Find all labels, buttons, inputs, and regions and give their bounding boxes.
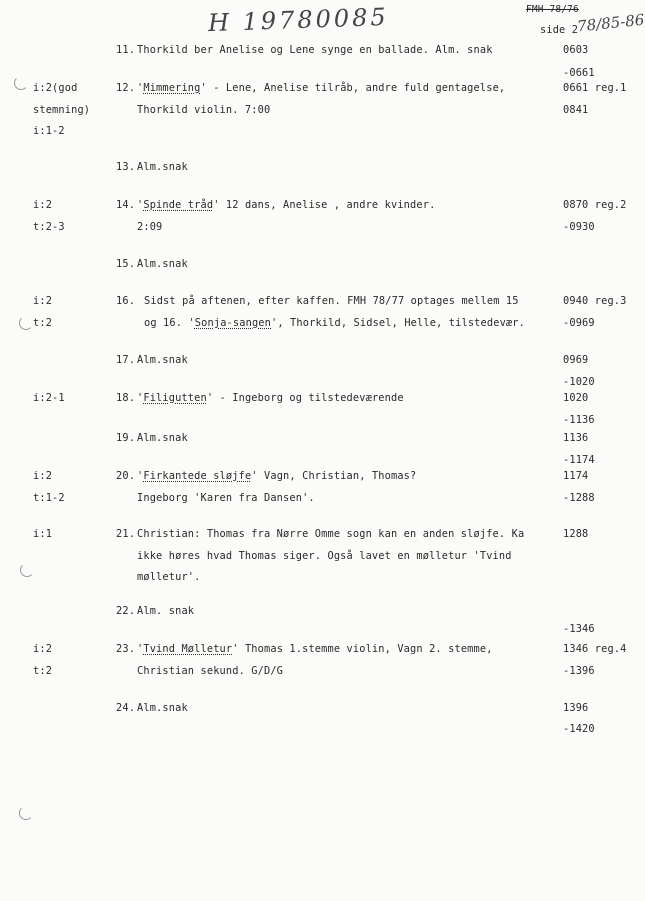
entry-number: 22. <box>116 605 136 617</box>
entry-number: 14. <box>116 199 136 211</box>
entry-text-line <box>137 702 188 714</box>
tape-counter: 0969 <box>563 354 589 366</box>
underlined-title: Spinde tråd <box>143 199 214 211</box>
entry-number: 11. <box>116 44 136 56</box>
text-segment: ' Vagn, Christian, Thomas? <box>251 470 417 482</box>
text-segment: Alm.snak <box>137 702 188 714</box>
tape-counter: -1136 <box>563 413 595 426</box>
entry-text-line <box>137 470 416 482</box>
entry-number: 23. <box>116 643 136 655</box>
entry-text-line <box>137 44 493 56</box>
text-segment: Ingeborg 'Karen fra Dansen'. <box>137 491 315 504</box>
text-segment: Alm.snak <box>137 354 188 366</box>
entry-text-line <box>137 665 283 677</box>
margin-note: i:2(god <box>33 82 78 94</box>
entry-text-line <box>137 492 315 504</box>
text-segment: ' <box>137 470 144 482</box>
margin-note: i:2-1 <box>33 392 65 404</box>
underlined-title: Filigutten <box>143 392 207 404</box>
entry-text-line <box>137 161 188 173</box>
tape-counter: -1174 <box>563 453 595 466</box>
underlined-title: Sonja-sangen <box>194 316 271 329</box>
text-segment: 2:09 <box>137 220 163 233</box>
entry-number: 24. <box>116 702 136 714</box>
entry-text-line <box>137 392 404 404</box>
text-segment: ' Thomas 1.stemme violin, Vagn 2. stemme, <box>232 643 493 655</box>
text-segment: Thorkild violin. 7:00 <box>137 103 271 116</box>
entry-text-line <box>137 221 162 233</box>
tape-counter: 1136 <box>563 432 589 444</box>
entry-number: 15. <box>116 258 136 270</box>
entry-text-line <box>137 605 194 617</box>
entry-text-line <box>137 258 188 270</box>
entry-text-line <box>144 317 525 329</box>
margin-note: i:2 <box>33 199 53 211</box>
entry-number: 21. <box>116 528 136 540</box>
tape-counter: -0930 <box>563 220 595 233</box>
text-segment: Alm.snak <box>137 161 188 173</box>
margin-note: i:1 <box>33 528 53 540</box>
margin-note: i:2 <box>33 643 53 655</box>
tape-counter: 0661 reg.1 <box>563 82 627 94</box>
text-segment: ' <box>137 199 144 211</box>
entry-number: 13. <box>116 161 136 173</box>
tape-counter: -1020 <box>563 375 595 388</box>
text-segment: Thorkild ber Anelise og Lene synge en ballade. Alm. snak <box>137 44 493 56</box>
entry-text-line <box>137 432 188 444</box>
tape-counter: 1174 <box>563 470 589 482</box>
entry-text-line <box>137 643 493 655</box>
entry-text-line <box>137 199 435 211</box>
tape-counter: 0940 reg.3 <box>563 295 627 307</box>
entry-number: 16. <box>116 295 136 307</box>
text-segment: Sidst på aftenen, efter kaffen. FMH 78/77 optages mellem 15 <box>144 295 519 307</box>
tape-counter: 1396 <box>563 702 589 714</box>
archive-number: H 19780085 <box>207 2 390 38</box>
tape-counter: 1346 reg.4 <box>563 643 627 655</box>
page-label: side 2 <box>540 24 579 36</box>
tape-counter: 0870 reg.2 <box>563 199 627 211</box>
entry-number: 19. <box>116 432 136 444</box>
tape-counter: 0603 <box>563 44 589 56</box>
text-segment: ' <box>137 643 144 655</box>
text-segment: ', Thorkild, Sidsel, Helle, tilstedevær. <box>271 316 525 329</box>
entry-text-line <box>137 82 505 94</box>
text-segment: ' - Lene, Anelise tilråb, andre fuld gentagelse, <box>200 82 506 94</box>
text-segment: Alm.snak <box>137 432 188 444</box>
text-segment: mølletur'. <box>137 571 201 583</box>
entry-text-line <box>137 354 188 366</box>
entry-number: 12. <box>116 82 136 94</box>
underlined-title: Firkantede sløjfe <box>143 470 252 482</box>
tape-counter: 1020 <box>563 392 589 404</box>
text-segment: ' <box>137 392 144 404</box>
margin-note: i:1-2 <box>33 125 65 137</box>
tape-counter: -0661 <box>563 67 595 79</box>
entry-number: 17. <box>116 354 136 366</box>
text-segment: Christian sekund. G/D/G <box>137 664 284 677</box>
margin-note: i:2 <box>33 295 53 307</box>
entry-number: 18. <box>116 392 136 404</box>
tape-counter: -0969 <box>563 316 595 329</box>
punch-hole-mark <box>14 76 28 90</box>
margin-note: stemning) <box>33 103 91 116</box>
text-segment: ' - Ingeborg og tilstedeværende <box>206 392 404 404</box>
entry-text-line <box>144 295 519 307</box>
text-segment: ' <box>137 82 144 94</box>
tape-counter: 1288 <box>563 528 589 540</box>
text-segment: Alm.snak <box>137 258 188 270</box>
struck-reference: FMH 78/76 <box>526 4 579 15</box>
tape-counter: -1420 <box>563 723 595 735</box>
text-segment: ikke høres hvad Thomas siger. Også lavet en mølletur 'Tvind <box>137 549 512 562</box>
underlined-title: Mimmering <box>143 82 201 94</box>
handwritten-reference: 78/85-86 <box>576 10 645 36</box>
text-segment: Alm. snak <box>137 605 195 617</box>
tape-counter: -1288 <box>563 491 595 504</box>
text-segment: ' 12 dans, Anelise , andre kvinder. <box>213 199 436 211</box>
margin-note: t:1-2 <box>33 491 65 504</box>
text-segment: Christian: Thomas fra Nørre Omme sogn kan en anden sløjfe. Ka <box>137 528 525 540</box>
underlined-title: Tvind Mølletur <box>143 643 233 655</box>
margin-note: t:2 <box>33 316 53 329</box>
tape-counter: 0841 <box>563 103 589 116</box>
entry-text-line <box>137 104 270 116</box>
entry-number: 20. <box>116 470 136 482</box>
margin-note: t:2-3 <box>33 220 65 233</box>
entry-text-line <box>137 571 201 583</box>
punch-hole-mark <box>19 806 33 820</box>
entry-text-line <box>137 550 512 562</box>
tape-counter: -1396 <box>563 664 595 677</box>
entry-text-line <box>137 528 524 540</box>
margin-note: t:2 <box>33 664 53 677</box>
text-segment: og 16. ' <box>144 316 195 329</box>
punch-hole-mark <box>19 316 33 330</box>
tape-counter: -1346 <box>563 623 595 635</box>
punch-hole-mark <box>20 563 34 577</box>
margin-note: i:2 <box>33 470 53 482</box>
